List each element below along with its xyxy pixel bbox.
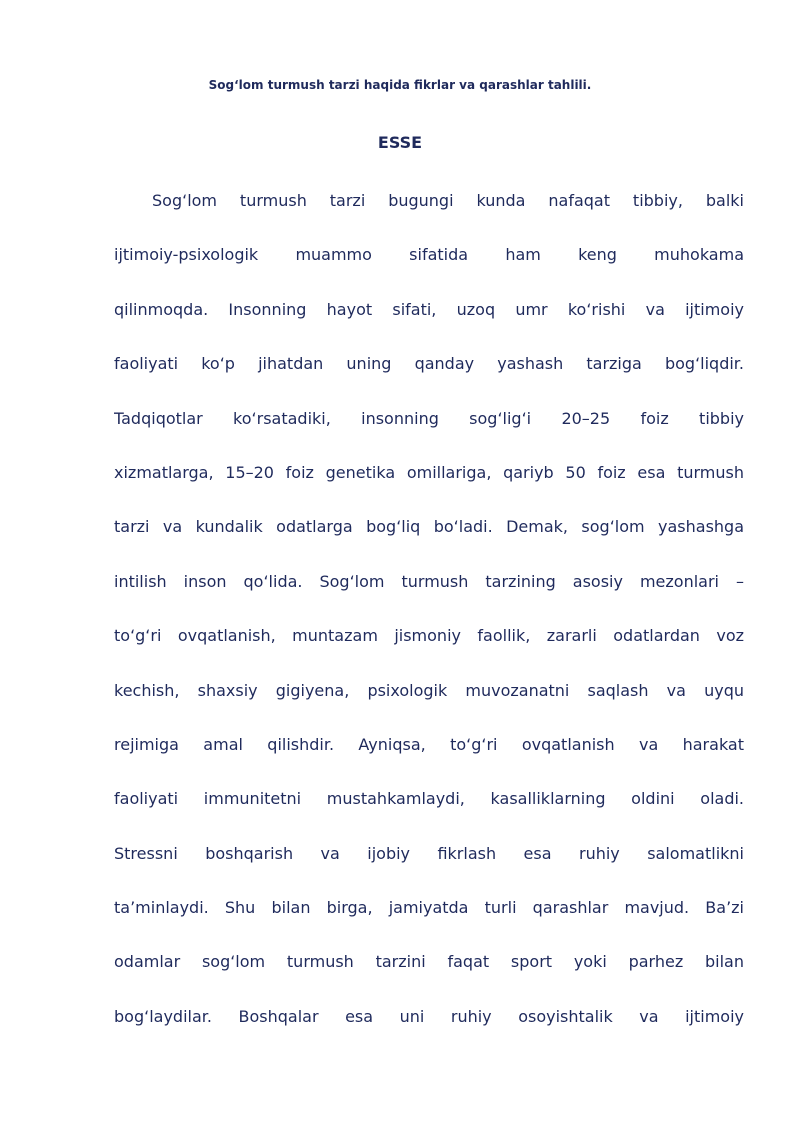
essay-body	[114, 184, 744, 1054]
essay-line: rejimiga amal qilishdir. Ayniqsa, to‘g‘ri ovqatlanish va harakat	[114, 734, 744, 754]
essay-line: kechish, shaxsiy gigiyena, psixologik muvozanatni saqlash va uyqu	[114, 680, 744, 700]
essay-line: faoliyati ko‘p jihatdan uning qanday yashash tarziga bog‘liqdir.	[114, 354, 744, 374]
essay-line: bog‘laydilar. Boshqalar esa uni ruhiy osoyishtalik va ijtimoiy	[114, 1006, 744, 1026]
document-subtitle: ESSE	[377, 133, 423, 152]
essay-line: faoliyati immunitetni mustahkamlaydi, kasalliklarning oldini oladi.	[114, 789, 744, 809]
essay-line: ta’minlaydi. Shu bilan birga, jamiyatda turli qarashlar mavjud. Ba’zi	[114, 898, 744, 918]
essay-line: Stressni boshqarish va ijobiy fikrlash esa ruhiy salomatlikni	[114, 843, 744, 863]
essay-line: odamlar sog‘lom turmush tarzini faqat sport yoki parhez bilan	[114, 952, 744, 972]
document-title: Sog‘lom turmush tarzi haqida fikrlar va qarashlar tahlili.	[208, 78, 592, 92]
essay-line: qilinmoqda. Insonning hayot sifati, uzoq umr ko‘rishi va ijtimoiy	[114, 299, 744, 319]
essay-line: xizmatlarga, 15–20 foiz genetika omillariga, qariyb 50 foiz esa turmush	[114, 462, 744, 482]
essay-line: tarzi va kundalik odatlarga bog‘liq bo‘ladi. Demak, sog‘lom yashashga	[114, 517, 744, 537]
essay-line: Sog‘lom turmush tarzi bugungi kunda nafaqat tibbiy, balki	[152, 191, 744, 210]
essay-line: intilish inson qo‘lida. Sog‘lom turmush tarzining asosiy mezonlari –	[114, 571, 744, 591]
essay-line: Tadqiqotlar ko‘rsatadiki, insonning sog‘lig‘i 20–25 foiz tibbiy	[114, 408, 744, 428]
essay-line: to‘g‘ri ovqatlanish, muntazam jismoniy faollik, zararli odatlardan voz	[114, 626, 744, 646]
essay-line: ijtimoiy-psixologik muammo sifatida ham keng muhokama	[114, 245, 744, 265]
